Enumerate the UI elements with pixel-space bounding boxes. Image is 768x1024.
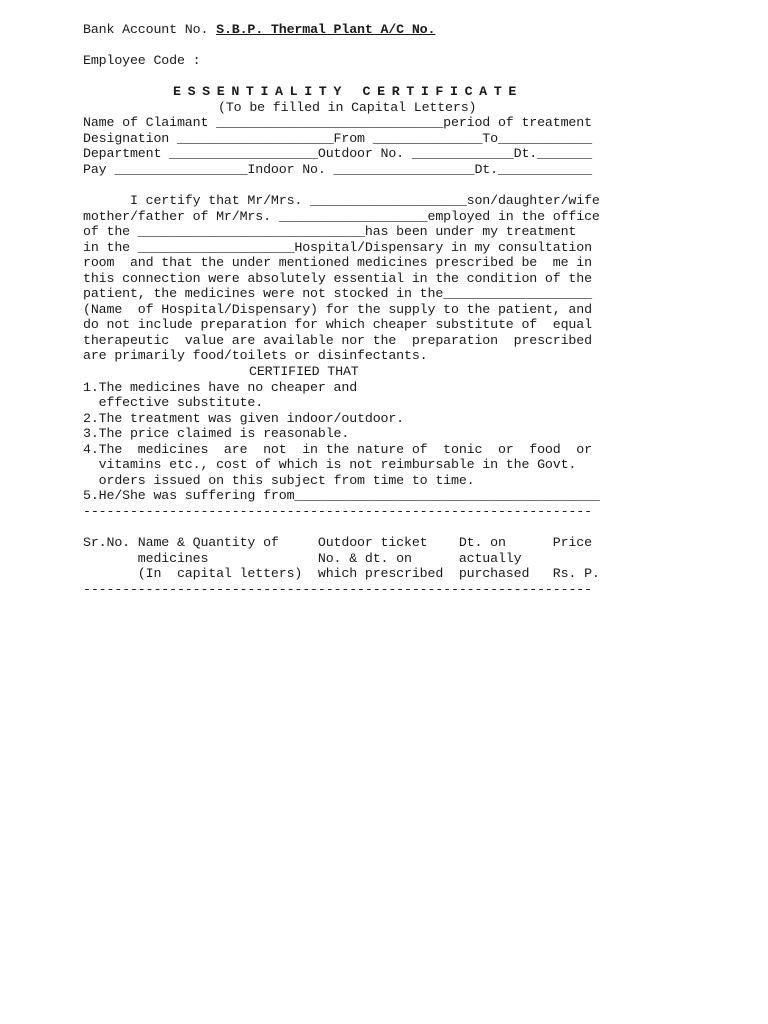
body-line: (Name of Hospital/Dispensary) for the supply to the patient, and <box>83 301 592 317</box>
field-designation: Designation ____________________From ______________To____________ <box>83 130 592 146</box>
certificate-page <box>83 22 643 597</box>
field-pay: Pay _________________Indoor No. __________________Dt.____________ <box>83 161 592 177</box>
body-line: patient, the medicines were not stocked in the___________________ <box>83 286 592 302</box>
certified-item: effective substitute. <box>83 395 264 411</box>
table-header-row: medicines No. & dt. on actually <box>83 550 522 566</box>
certified-item: 3.The price claimed is reasonable. <box>83 426 350 442</box>
body-line: in the ____________________Hospital/Dispensary in my consultation <box>83 239 592 255</box>
certified-item: vitamins etc., cost of which is not reimbursable in the Govt. <box>83 457 577 473</box>
body-line: do not include preparation for which cheaper substitute of equal <box>83 317 592 333</box>
table-header-row: (In capital letters) which prescribed purchased Rs. P. <box>83 566 600 582</box>
certified-item: 5.He/She was suffering from_______________________________________ <box>83 488 600 504</box>
table-header-row: Sr.No. Name & Quantity of Outdoor ticket Dt. on Price <box>83 535 592 551</box>
bank-account-label: Bank Account No. <box>83 22 217 37</box>
table-top-rule: ----------------------------------------------------------------- <box>83 503 592 519</box>
employee-code-label: Employee Code : <box>83 53 201 69</box>
field-claimant: Name of Claimant _____________________________period of treatment <box>83 115 592 131</box>
certified-heading: CERTIFIED THAT <box>249 364 359 380</box>
body-line: room and that the under mentioned medicines prescribed be me in <box>83 255 592 271</box>
bank-account-value: S.B.P. Thermal Plant A/C No. <box>216 22 436 37</box>
field-department: Department ___________________Outdoor No. _____________Dt._______ <box>83 146 592 162</box>
certificate-title: ESSENTIALITY CERTIFICATE <box>173 84 523 100</box>
body-line: mother/father of Mr/Mrs. ___________________employed in the office <box>83 208 600 224</box>
body-line: this connection were absolutely essential in the condition of the <box>83 270 592 286</box>
certified-item: 2.The treatment was given indoor/outdoor. <box>83 410 405 426</box>
body-line: are primarily food/toilets or disinfectants. <box>83 348 428 364</box>
bank-account-line <box>83 22 643 38</box>
body-line: of the _____________________________has been under my treatment <box>83 224 577 240</box>
body-line: therapeutic value are available nor the preparation prescribed <box>83 332 592 348</box>
certified-item: orders issued on this subject from time to time. <box>83 472 475 488</box>
table-bottom-rule: ----------------------------------------------------------------- <box>83 581 592 597</box>
certificate-subtitle: (To be filled in Capital Letters) <box>218 99 477 115</box>
body-line: I certify that Mr/Mrs. ____________________son/daughter/wife <box>83 193 600 209</box>
certified-item: 4.The medicines are not in the nature of tonic or food or <box>83 441 592 457</box>
certified-item: 1.The medicines have no cheaper and <box>83 379 358 395</box>
